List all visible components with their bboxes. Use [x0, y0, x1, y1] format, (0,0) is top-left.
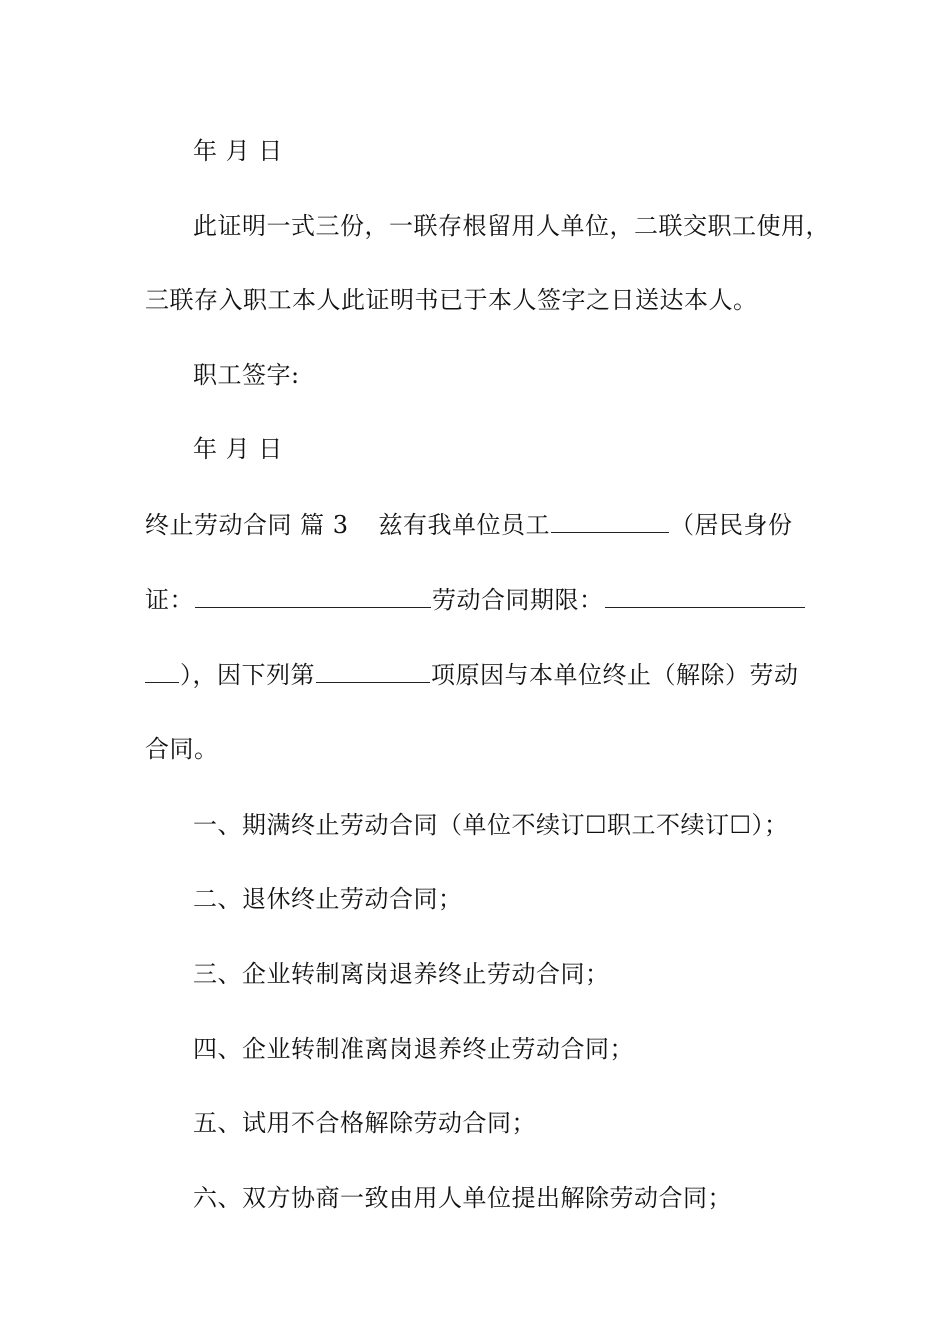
- paragraph-text: 劳动合同期限：: [432, 586, 604, 614]
- paragraph-text: 项原因与本单位终止（解除）劳动: [431, 661, 799, 689]
- notice-line-1: 此证明一式三份，一联存根留用人单位，二联交职工使用，: [193, 212, 830, 240]
- paragraph-text: （居民身份: [670, 511, 793, 539]
- employee-signature-label: 职工签字:: [193, 361, 300, 389]
- employee-name-blank[interactable]: [551, 510, 669, 533]
- id-number-blank[interactable]: [195, 585, 431, 608]
- paragraph-text: ），因下列第: [180, 661, 315, 689]
- date-line: 年 月 日: [193, 137, 283, 165]
- contract-paragraph-line-1: [145, 510, 815, 540]
- contract-term-blank-continued[interactable]: [145, 660, 179, 683]
- contract-paragraph-line-4: 合同。: [145, 735, 219, 763]
- paragraph-text: 证：: [145, 586, 194, 614]
- section-heading: 终止劳动合同 篇 3: [145, 511, 349, 539]
- reason-item-2: 二、退休终止劳动合同；: [193, 885, 463, 913]
- reason-item-4: 四、企业转制准离岗退养终止劳动合同；: [193, 1035, 634, 1063]
- reason-item-1: 一、期满终止劳动合同（单位不续订☐职工不续订☐）；: [193, 811, 789, 839]
- date-line: 年 月 日: [193, 435, 283, 463]
- reason-item-3: 三、企业转制离岗退养终止劳动合同；: [193, 960, 610, 988]
- notice-line-2: 三联存入职工本人此证明书已于本人签字之日送达本人。: [145, 286, 758, 314]
- contract-paragraph-line-2: [145, 585, 815, 615]
- reason-number-blank[interactable]: [316, 660, 430, 683]
- contract-term-blank[interactable]: [605, 585, 805, 608]
- paragraph-text: 兹有我单位员工: [378, 511, 551, 539]
- contract-paragraph-line-3: [145, 660, 815, 690]
- reason-item-6: 六、双方协商一致由用人单位提出解除劳动合同；: [193, 1184, 732, 1212]
- reason-item-5: 五、试用不合格解除劳动合同；: [193, 1109, 536, 1137]
